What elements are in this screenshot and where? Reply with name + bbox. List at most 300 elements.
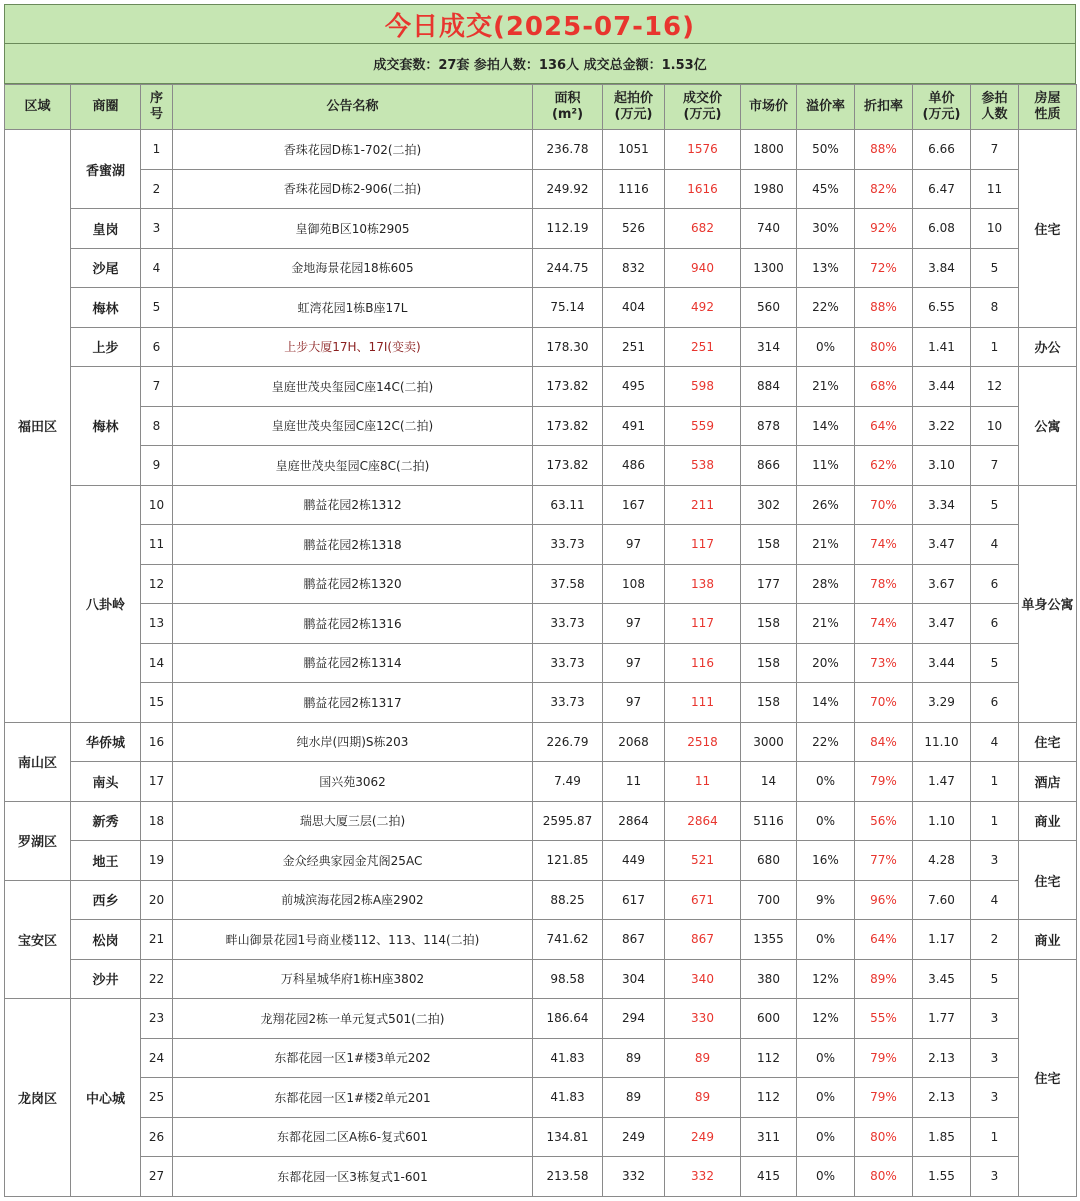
area-cell: 沙尾 (71, 248, 141, 288)
size-cell: 75.14 (533, 288, 603, 328)
discount-cell: 79% (855, 1038, 913, 1078)
discount-cell: 70% (855, 683, 913, 723)
deal-cell: 867 (665, 920, 741, 960)
start-cell: 867 (603, 920, 665, 960)
seq-cell: 7 (141, 367, 173, 407)
district-cell: 龙岗区 (5, 999, 71, 1197)
premium-cell: 21% (797, 525, 855, 565)
deal-cell: 89 (665, 1078, 741, 1118)
type-cell: 单身公寓 (1019, 485, 1077, 722)
start-cell: 89 (603, 1038, 665, 1078)
deal-cell: 538 (665, 446, 741, 486)
name-cell: 上步大厦17H、17I(变卖) (173, 327, 533, 367)
unit-cell: 3.67 (913, 564, 971, 604)
bidders-cell: 3 (971, 1078, 1019, 1118)
area-cell: 西乡 (71, 880, 141, 920)
col-start-price: 起拍价 (万元) (603, 85, 665, 130)
deal-cell: 671 (665, 880, 741, 920)
table-row (5, 130, 1077, 170)
bidders-cell: 11 (971, 169, 1019, 209)
discount-cell: 74% (855, 604, 913, 644)
seq-cell: 2 (141, 169, 173, 209)
premium-cell: 0% (797, 920, 855, 960)
seq-cell: 15 (141, 683, 173, 723)
size-cell: 236.78 (533, 130, 603, 170)
discount-cell: 88% (855, 288, 913, 328)
bidders-cell: 6 (971, 604, 1019, 644)
deal-cell: 89 (665, 1038, 741, 1078)
size-cell: 33.73 (533, 643, 603, 683)
type-cell: 商业 (1019, 920, 1077, 960)
name-cell: 金地海景花园18栋605 (173, 248, 533, 288)
size-cell: 41.83 (533, 1038, 603, 1078)
district-cell: 宝安区 (5, 880, 71, 999)
bidders-cell: 7 (971, 130, 1019, 170)
name-cell: 皇庭世茂央玺园C座8C(二拍) (173, 446, 533, 486)
type-cell: 住宅 (1019, 722, 1077, 762)
col-area: 商圈 (71, 85, 141, 130)
name-cell: 鹏益花园2栋1316 (173, 604, 533, 644)
start-cell: 2864 (603, 801, 665, 841)
bidders-cell: 3 (971, 999, 1019, 1039)
start-cell: 1051 (603, 130, 665, 170)
discount-cell: 72% (855, 248, 913, 288)
size-cell: 2595.87 (533, 801, 603, 841)
deal-cell: 330 (665, 999, 741, 1039)
start-cell: 97 (603, 683, 665, 723)
size-cell: 186.64 (533, 999, 603, 1039)
unit-cell: 3.10 (913, 446, 971, 486)
name-cell: 鹏益花园2栋1314 (173, 643, 533, 683)
market-cell: 112 (741, 1038, 797, 1078)
bidders-cell: 1 (971, 1117, 1019, 1157)
deal-cell: 1576 (665, 130, 741, 170)
discount-cell: 89% (855, 959, 913, 999)
table-body (5, 130, 1077, 1197)
bidders-cell: 7 (971, 446, 1019, 486)
premium-cell: 0% (797, 327, 855, 367)
seq-cell: 25 (141, 1078, 173, 1118)
name-cell: 皇御苑B区10栋2905 (173, 209, 533, 249)
size-cell: 112.19 (533, 209, 603, 249)
premium-cell: 21% (797, 367, 855, 407)
unit-cell: 3.45 (913, 959, 971, 999)
deal-cell: 332 (665, 1157, 741, 1197)
discount-cell: 80% (855, 327, 913, 367)
discount-cell: 82% (855, 169, 913, 209)
area-cell: 梅林 (71, 367, 141, 486)
start-cell: 251 (603, 327, 665, 367)
premium-cell: 14% (797, 683, 855, 723)
bidders-cell: 5 (971, 248, 1019, 288)
col-discount: 折扣率 (855, 85, 913, 130)
bidders-cell: 1 (971, 801, 1019, 841)
col-name: 公告名称 (173, 85, 533, 130)
col-market-price: 市场价 (741, 85, 797, 130)
market-cell: 415 (741, 1157, 797, 1197)
market-cell: 878 (741, 406, 797, 446)
size-cell: 244.75 (533, 248, 603, 288)
market-cell: 158 (741, 683, 797, 723)
discount-cell: 92% (855, 209, 913, 249)
size-cell: 98.58 (533, 959, 603, 999)
unit-cell: 1.55 (913, 1157, 971, 1197)
header-row (5, 85, 1077, 130)
name-cell: 鹏益花园2栋1318 (173, 525, 533, 565)
name-cell: 东都花园一区3栋复式1-601 (173, 1157, 533, 1197)
report-title: 今日成交(2025-07-16) (4, 4, 1076, 44)
discount-cell: 74% (855, 525, 913, 565)
premium-cell: 0% (797, 1117, 855, 1157)
name-cell: 纯水岸(四期)S栋203 (173, 722, 533, 762)
district-cell: 南山区 (5, 722, 71, 801)
col-bidders: 参拍 人数 (971, 85, 1019, 130)
seq-cell: 16 (141, 722, 173, 762)
bidders-cell: 4 (971, 880, 1019, 920)
premium-cell: 11% (797, 446, 855, 486)
area-cell: 新秀 (71, 801, 141, 841)
seq-cell: 5 (141, 288, 173, 328)
table-row (5, 1078, 1077, 1118)
discount-cell: 62% (855, 446, 913, 486)
start-cell: 89 (603, 1078, 665, 1118)
bidders-cell: 2 (971, 920, 1019, 960)
size-cell: 37.58 (533, 564, 603, 604)
discount-cell: 79% (855, 762, 913, 802)
market-cell: 600 (741, 999, 797, 1039)
area-cell: 八卦岭 (71, 485, 141, 722)
seq-cell: 3 (141, 209, 173, 249)
premium-cell: 9% (797, 880, 855, 920)
discount-cell: 64% (855, 920, 913, 960)
size-cell: 173.82 (533, 446, 603, 486)
table-row (5, 920, 1077, 960)
unit-cell: 1.10 (913, 801, 971, 841)
bidders-cell: 1 (971, 327, 1019, 367)
seq-cell: 12 (141, 564, 173, 604)
deal-cell: 211 (665, 485, 741, 525)
start-cell: 249 (603, 1117, 665, 1157)
premium-cell: 20% (797, 643, 855, 683)
table-row (5, 1157, 1077, 1197)
table-row (5, 959, 1077, 999)
market-cell: 158 (741, 604, 797, 644)
type-cell: 住宅 (1019, 841, 1077, 920)
area-cell: 皇岗 (71, 209, 141, 249)
discount-cell: 55% (855, 999, 913, 1039)
market-cell: 560 (741, 288, 797, 328)
table-row (5, 1038, 1077, 1078)
market-cell: 112 (741, 1078, 797, 1118)
table-row (5, 248, 1077, 288)
unit-cell: 3.44 (913, 643, 971, 683)
type-cell: 办公 (1019, 327, 1077, 367)
premium-cell: 14% (797, 406, 855, 446)
name-cell: 东都花园一区1#楼3单元202 (173, 1038, 533, 1078)
discount-cell: 96% (855, 880, 913, 920)
market-cell: 3000 (741, 722, 797, 762)
deal-cell: 138 (665, 564, 741, 604)
bidders-cell: 5 (971, 959, 1019, 999)
start-cell: 495 (603, 367, 665, 407)
discount-cell: 56% (855, 801, 913, 841)
seq-cell: 27 (141, 1157, 173, 1197)
unit-cell: 3.47 (913, 604, 971, 644)
unit-cell: 3.84 (913, 248, 971, 288)
premium-cell: 0% (797, 801, 855, 841)
district-cell: 罗湖区 (5, 801, 71, 880)
table-row (5, 564, 1077, 604)
deal-cell: 116 (665, 643, 741, 683)
premium-cell: 45% (797, 169, 855, 209)
size-cell: 121.85 (533, 841, 603, 881)
bidders-cell: 12 (971, 367, 1019, 407)
col-district: 区域 (5, 85, 71, 130)
start-cell: 449 (603, 841, 665, 881)
table-row (5, 327, 1077, 367)
seq-cell: 10 (141, 485, 173, 525)
discount-cell: 80% (855, 1157, 913, 1197)
name-cell: 皇庭世茂央玺园C座14C(二拍) (173, 367, 533, 407)
unit-cell: 1.47 (913, 762, 971, 802)
start-cell: 617 (603, 880, 665, 920)
name-cell: 国兴苑3062 (173, 762, 533, 802)
type-cell: 住宅 (1019, 959, 1077, 1196)
size-cell: 134.81 (533, 1117, 603, 1157)
size-cell: 33.73 (533, 683, 603, 723)
deal-cell: 2518 (665, 722, 741, 762)
unit-cell: 6.47 (913, 169, 971, 209)
name-cell: 万科星城华府1栋H座3802 (173, 959, 533, 999)
start-cell: 486 (603, 446, 665, 486)
deal-cell: 249 (665, 1117, 741, 1157)
discount-cell: 79% (855, 1078, 913, 1118)
deal-cell: 559 (665, 406, 741, 446)
seq-cell: 6 (141, 327, 173, 367)
discount-cell: 70% (855, 485, 913, 525)
name-cell: 皇庭世茂央玺园C座12C(二拍) (173, 406, 533, 446)
name-cell: 畔山御景花园1号商业楼112、113、114(二拍) (173, 920, 533, 960)
unit-cell: 3.22 (913, 406, 971, 446)
market-cell: 700 (741, 880, 797, 920)
table-row (5, 722, 1077, 762)
size-cell: 173.82 (533, 367, 603, 407)
bidders-cell: 4 (971, 525, 1019, 565)
discount-cell: 77% (855, 841, 913, 881)
name-cell: 金众经典家园金芃阁25AC (173, 841, 533, 881)
market-cell: 177 (741, 564, 797, 604)
market-cell: 740 (741, 209, 797, 249)
table-row (5, 406, 1077, 446)
market-cell: 1980 (741, 169, 797, 209)
unit-cell: 6.66 (913, 130, 971, 170)
name-cell: 东都花园二区A栋6-复式601 (173, 1117, 533, 1157)
table-row (5, 762, 1077, 802)
seq-cell: 20 (141, 880, 173, 920)
size-cell: 249.92 (533, 169, 603, 209)
premium-cell: 50% (797, 130, 855, 170)
size-cell: 213.58 (533, 1157, 603, 1197)
col-premium: 溢价率 (797, 85, 855, 130)
bidders-cell: 1 (971, 762, 1019, 802)
table-row (5, 525, 1077, 565)
bidders-cell: 10 (971, 406, 1019, 446)
summary-line: 成交套数：27套 参拍人数：136人 成交总金额：1.53亿 (4, 44, 1076, 84)
name-cell: 鹏益花园2栋1312 (173, 485, 533, 525)
market-cell: 884 (741, 367, 797, 407)
unit-cell: 6.55 (913, 288, 971, 328)
area-cell: 南头 (71, 762, 141, 802)
size-cell: 33.73 (533, 525, 603, 565)
unit-cell: 7.60 (913, 880, 971, 920)
start-cell: 2068 (603, 722, 665, 762)
market-cell: 1355 (741, 920, 797, 960)
premium-cell: 26% (797, 485, 855, 525)
deal-cell: 251 (665, 327, 741, 367)
table-row (5, 880, 1077, 920)
name-cell: 虹湾花园1栋B座17L (173, 288, 533, 328)
bidders-cell: 5 (971, 485, 1019, 525)
seq-cell: 22 (141, 959, 173, 999)
discount-cell: 64% (855, 406, 913, 446)
start-cell: 332 (603, 1157, 665, 1197)
deal-cell: 111 (665, 683, 741, 723)
seq-cell: 21 (141, 920, 173, 960)
market-cell: 680 (741, 841, 797, 881)
market-cell: 314 (741, 327, 797, 367)
seq-cell: 11 (141, 525, 173, 565)
bidders-cell: 3 (971, 841, 1019, 881)
area-cell: 松岗 (71, 920, 141, 960)
table-row (5, 1117, 1077, 1157)
size-cell: 41.83 (533, 1078, 603, 1118)
unit-cell: 1.77 (913, 999, 971, 1039)
table-row (5, 999, 1077, 1039)
unit-cell: 3.29 (913, 683, 971, 723)
size-cell: 173.82 (533, 406, 603, 446)
area-cell: 梅林 (71, 288, 141, 328)
area-cell: 华侨城 (71, 722, 141, 762)
table-row (5, 643, 1077, 683)
start-cell: 1116 (603, 169, 665, 209)
bidders-cell: 3 (971, 1157, 1019, 1197)
area-cell: 地王 (71, 841, 141, 881)
name-cell: 鹏益花园2栋1317 (173, 683, 533, 723)
market-cell: 14 (741, 762, 797, 802)
size-cell: 33.73 (533, 604, 603, 644)
deal-cell: 117 (665, 604, 741, 644)
market-cell: 158 (741, 643, 797, 683)
seq-cell: 14 (141, 643, 173, 683)
premium-cell: 22% (797, 288, 855, 328)
name-cell: 东都花园一区1#楼2单元201 (173, 1078, 533, 1118)
bidders-cell: 5 (971, 643, 1019, 683)
size-cell: 226.79 (533, 722, 603, 762)
seq-cell: 23 (141, 999, 173, 1039)
deal-cell: 492 (665, 288, 741, 328)
deal-cell: 682 (665, 209, 741, 249)
deal-cell: 598 (665, 367, 741, 407)
unit-cell: 11.10 (913, 722, 971, 762)
deal-cell: 940 (665, 248, 741, 288)
col-deal-price: 成交价 (万元) (665, 85, 741, 130)
name-cell: 龙翔花园2栋一单元复式501(二拍) (173, 999, 533, 1039)
premium-cell: 0% (797, 1078, 855, 1118)
type-cell: 商业 (1019, 801, 1077, 841)
premium-cell: 0% (797, 1157, 855, 1197)
premium-cell: 16% (797, 841, 855, 881)
bidders-cell: 3 (971, 1038, 1019, 1078)
table-row (5, 841, 1077, 881)
deal-cell: 521 (665, 841, 741, 881)
table-row (5, 801, 1077, 841)
deal-cell: 340 (665, 959, 741, 999)
start-cell: 491 (603, 406, 665, 446)
discount-cell: 88% (855, 130, 913, 170)
discount-cell: 68% (855, 367, 913, 407)
table-row (5, 604, 1077, 644)
unit-cell: 2.13 (913, 1038, 971, 1078)
market-cell: 311 (741, 1117, 797, 1157)
size-cell: 88.25 (533, 880, 603, 920)
seq-cell: 18 (141, 801, 173, 841)
start-cell: 108 (603, 564, 665, 604)
table-row (5, 169, 1077, 209)
size-cell: 7.49 (533, 762, 603, 802)
unit-cell: 3.44 (913, 367, 971, 407)
district-cell: 福田区 (5, 130, 71, 723)
area-cell: 上步 (71, 327, 141, 367)
area-cell: 香蜜湖 (71, 130, 141, 209)
name-cell: 香珠花园D栋1-702(二拍) (173, 130, 533, 170)
start-cell: 526 (603, 209, 665, 249)
unit-cell: 6.08 (913, 209, 971, 249)
unit-cell: 1.41 (913, 327, 971, 367)
seq-cell: 26 (141, 1117, 173, 1157)
auction-report (4, 4, 1076, 1197)
unit-cell: 1.17 (913, 920, 971, 960)
bidders-cell: 10 (971, 209, 1019, 249)
table-row (5, 367, 1077, 407)
table-row (5, 485, 1077, 525)
col-type: 房屋 性质 (1019, 85, 1077, 130)
premium-cell: 13% (797, 248, 855, 288)
premium-cell: 21% (797, 604, 855, 644)
bidders-cell: 4 (971, 722, 1019, 762)
deals-table (4, 84, 1077, 1197)
table-row (5, 683, 1077, 723)
premium-cell: 0% (797, 1038, 855, 1078)
start-cell: 304 (603, 959, 665, 999)
start-cell: 11 (603, 762, 665, 802)
type-cell: 住宅 (1019, 130, 1077, 328)
name-cell: 鹏益花园2栋1320 (173, 564, 533, 604)
table-row (5, 446, 1077, 486)
table-row (5, 288, 1077, 328)
market-cell: 1300 (741, 248, 797, 288)
seq-cell: 8 (141, 406, 173, 446)
col-unit-price: 单价 (万元) (913, 85, 971, 130)
unit-cell: 2.13 (913, 1078, 971, 1118)
name-cell: 香珠花园D栋2-906(二拍) (173, 169, 533, 209)
discount-cell: 78% (855, 564, 913, 604)
premium-cell: 28% (797, 564, 855, 604)
premium-cell: 0% (797, 762, 855, 802)
start-cell: 832 (603, 248, 665, 288)
start-cell: 97 (603, 604, 665, 644)
name-cell: 前城滨海花园2栋A座2902 (173, 880, 533, 920)
market-cell: 1800 (741, 130, 797, 170)
